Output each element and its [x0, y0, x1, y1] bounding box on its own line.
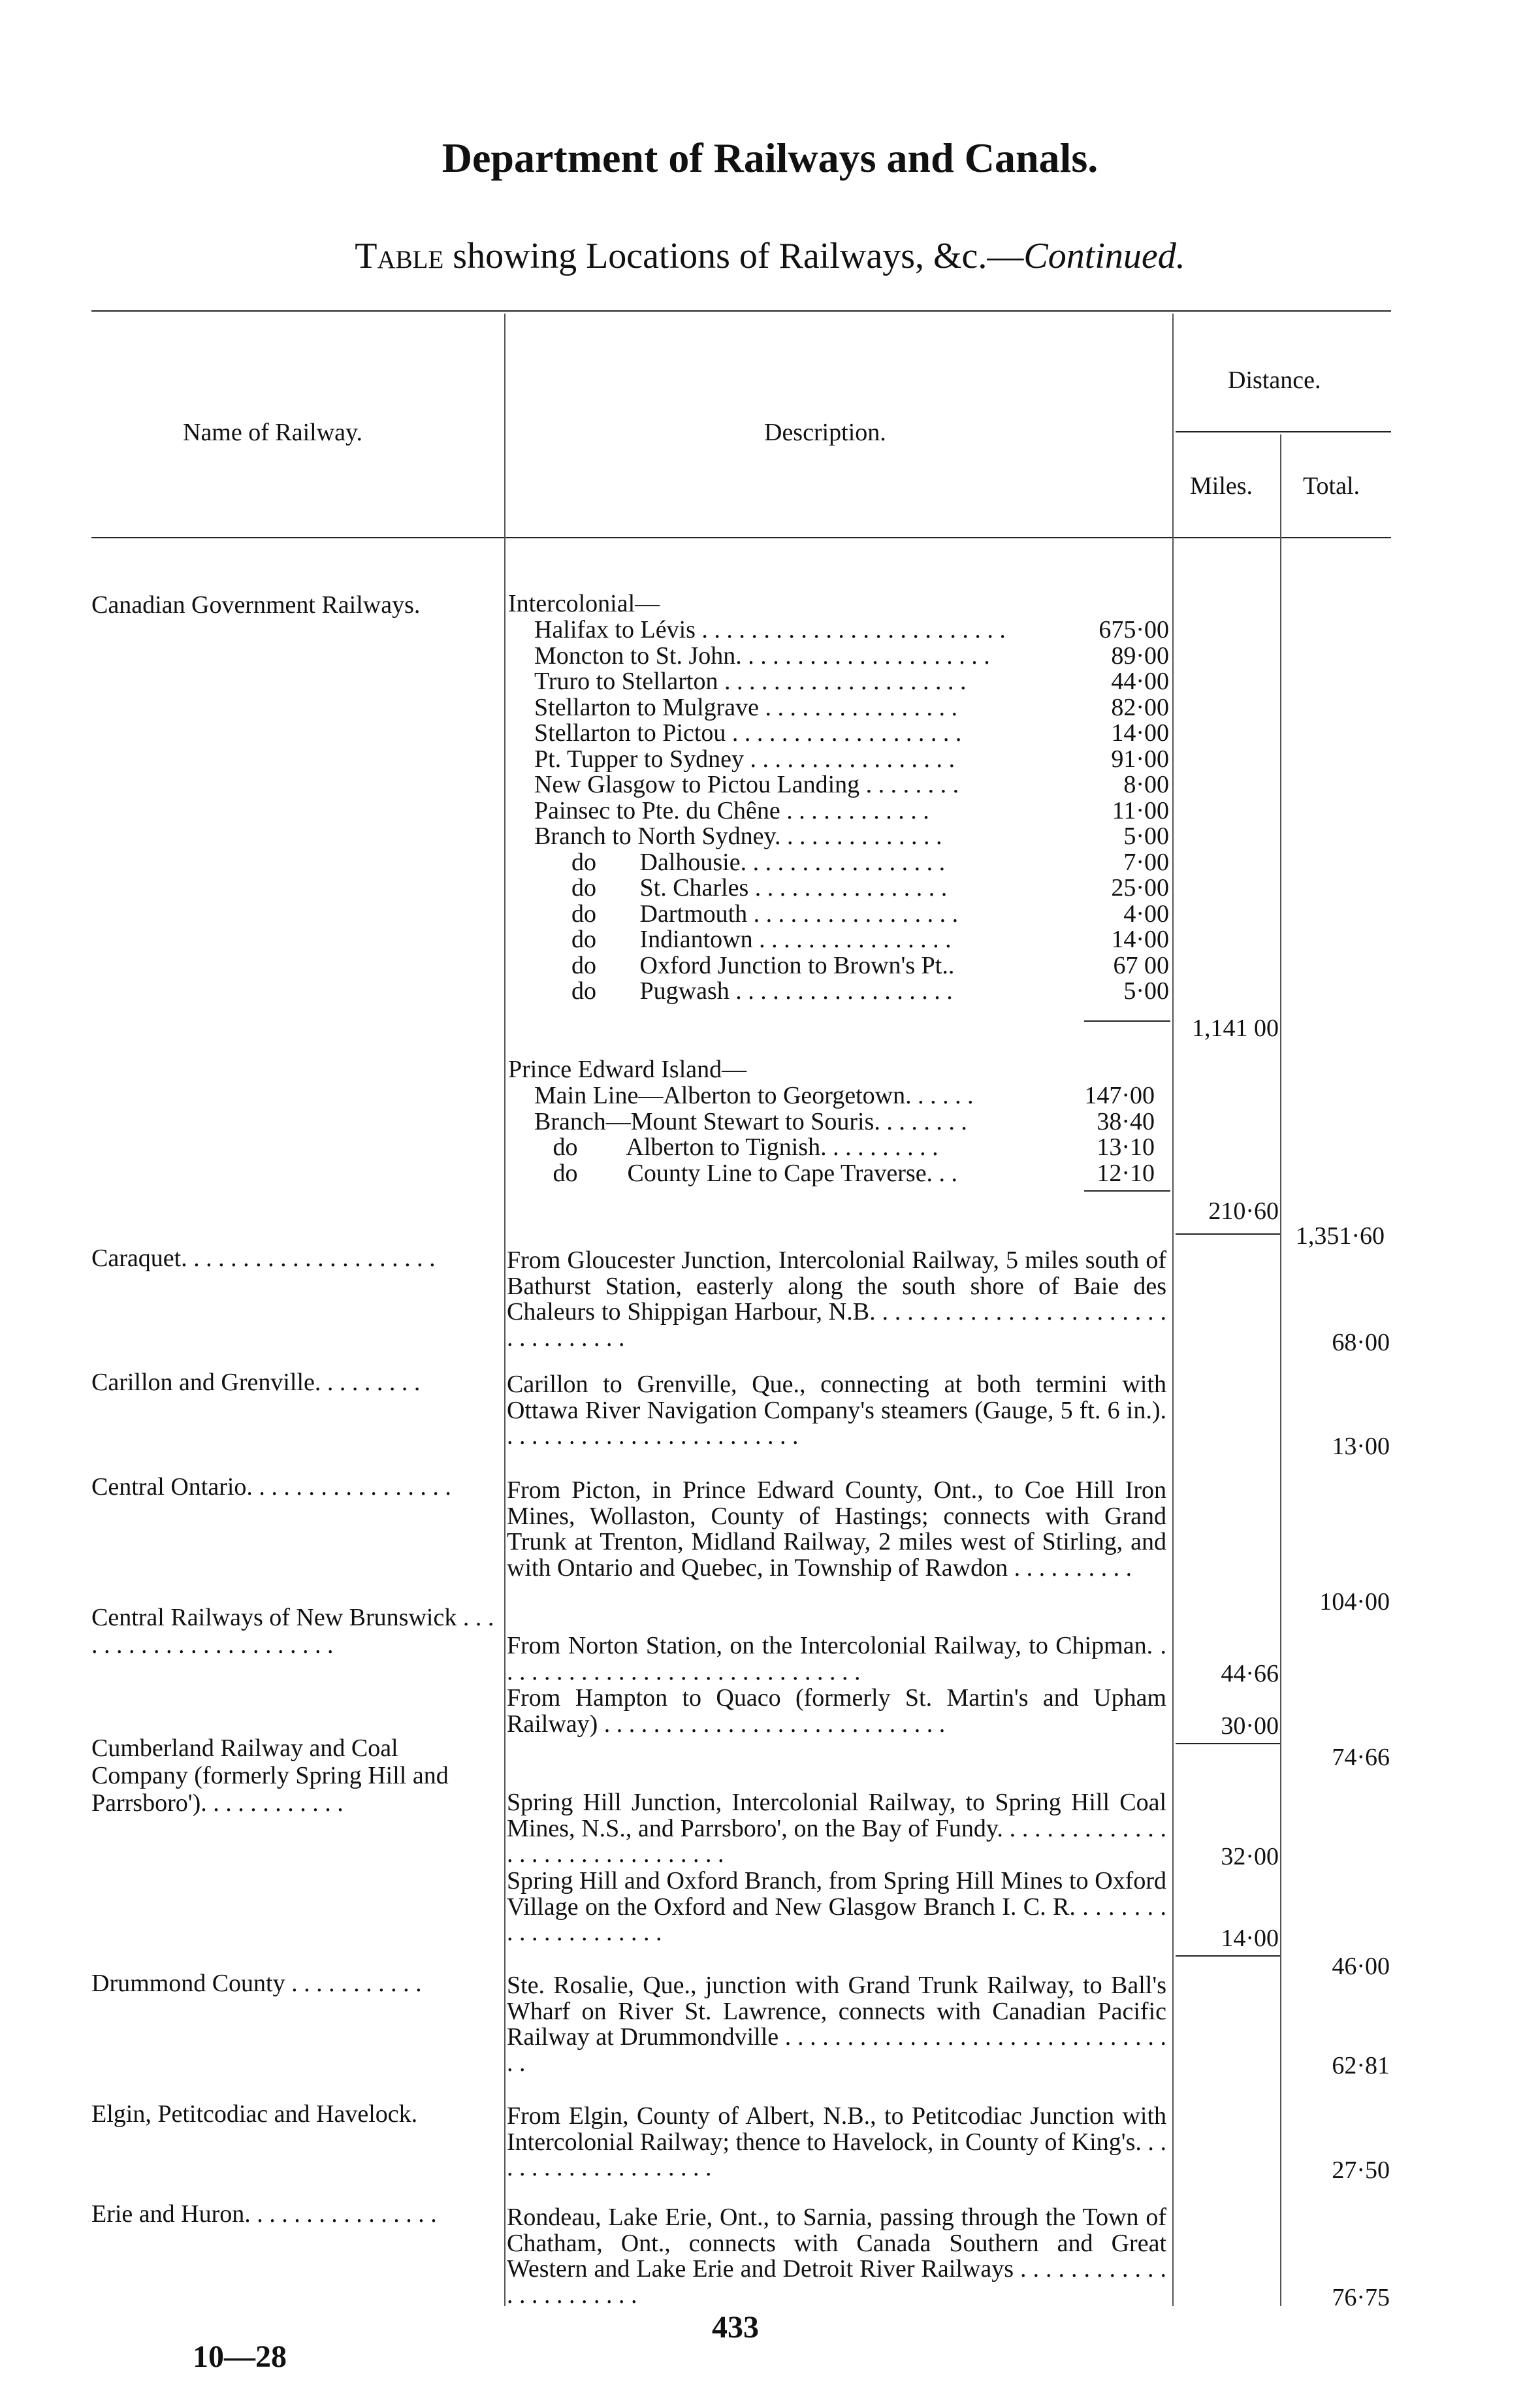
subtotal-rule — [1176, 1743, 1280, 1744]
total-drummond-county: 62·81 — [1332, 2052, 1390, 2079]
railway-name-central-new-brunswick: Central Railways of New Brunswick . . . . . . . . . . . . . . . . . . . . . . . — [91, 1604, 494, 1659]
intercolonial-miles: 1,141 00 — [1192, 1015, 1279, 1042]
railway-name-drummond-county: Drummond County . . . . . . . . . . . — [91, 1970, 422, 1997]
section-heading-intercolonial: Intercolonial— — [508, 590, 660, 617]
line-item: Branch to North Sydney. . . . . . . . . . . . . . 5·00 — [534, 822, 1169, 850]
line-item: do Pugwash . . . . . . . . . . . . . . . . . . 5·00 — [534, 977, 1169, 1005]
railway-name-carillon-grenville: Carillon and Grenville. . . . . . . . . — [91, 1369, 421, 1396]
subtitle-continued: Continued. — [1023, 236, 1185, 276]
line-item: Main Line—Alberton to Georgetown. . . . . . 147·00 — [534, 1082, 1155, 1109]
total-elgin-petitcodiac-havelock: 27·50 — [1332, 2156, 1390, 2184]
column-header-distance: Distance. — [1228, 366, 1321, 394]
line-item: Painsec to Pte. du Chêne . . . . . . . . . . . . 11·00 — [534, 796, 1169, 824]
header-top-rule — [91, 310, 1391, 312]
page-number: 433 — [712, 2310, 759, 2345]
miles-cumberland-2: 14·00 — [1221, 1925, 1279, 1952]
total-central-ontario: 104·00 — [1319, 1588, 1390, 1616]
description-erie-huron: Rondeau, Lake Erie, Ont., to Sarnia, passing through the Town of Chatham, Ont., connects with Canada Southern and Great Western and Lake Erie and Detroit River Railways . . . . . . . . . . . . . . . . . . . . . . . — [507, 2204, 1166, 2309]
line-item: Branch—Mount Stewart to Souris. . . . . . . . 38·40 — [534, 1107, 1155, 1135]
cgr-total: 1,351·60 — [1295, 1222, 1385, 1250]
total-carillon-grenville: 13·00 — [1332, 1433, 1390, 1460]
line-item: Moncton to St. John. . . . . . . . . . . . . . . . . . . . . 89·00 — [534, 642, 1169, 670]
description-drummond-county: Ste. Rosalie, Que., junction with Grand Trunk Railway, to Ball's Wharf on River St. Lawrence, connects with Canadian Pacific Railway at Drummondville . . . . . . . . . . . . . . . . . . . . . . . . . . . . . . . . . — [507, 1972, 1166, 2077]
header-bottom-rule — [91, 537, 1391, 538]
line-item: Pt. Tupper to Sydney . . . . . . . . . . . . . . . . . 91·00 — [534, 745, 1169, 773]
line-item: New Glasgow to Pictou Landing . . . . . . . . 8·00 — [534, 771, 1169, 798]
page-title: Department of Railways and Canals. — [441, 135, 1099, 181]
signature-mark: 10—28 — [193, 2339, 287, 2374]
total-rule — [1176, 1233, 1280, 1235]
miles-central-nb-2: 30·00 — [1221, 1712, 1279, 1740]
line-item: do Dartmouth . . . . . . . . . . . . . . . . . 4·00 — [534, 900, 1169, 928]
total-cumberland: 46·00 — [1332, 1953, 1390, 1980]
subtotal-rule — [1084, 1020, 1170, 1022]
railway-name-caraquet: Caraquet. . . . . . . . . . . . . . . . . . . . . — [91, 1245, 436, 1272]
section-heading-pei: Prince Edward Island— — [508, 1056, 747, 1083]
description-central-nb-1: From Norton Station, on the Intercolonial Railway, to Chipman. . . . . . . . . . . . . . . . . . . . . . . . . . . . . . . — [507, 1632, 1166, 1685]
line-item: Stellarton to Pictou . . . . . . . . . . . . . . . . . . . 14·00 — [534, 719, 1169, 747]
desc-miles-divider — [1172, 314, 1174, 2306]
line-item: Halifax to Lévis . . . . . . . . . . . . . . . . . . . . . . . . . 675·00 — [534, 616, 1169, 643]
column-header-name: Name of Railway. — [183, 419, 363, 446]
miles-total-divider — [1280, 434, 1281, 2306]
pei-miles: 210·60 — [1208, 1197, 1279, 1225]
subtitle-main: showing Locations of Railways, &c.— — [443, 236, 1024, 276]
line-item: do County Line to Cape Traverse. . . 12·10 — [534, 1159, 1155, 1187]
subtotal-rule — [1084, 1190, 1170, 1192]
railway-name-central-ontario: Central Ontario. . . . . . . . . . . . . . . . . — [91, 1473, 451, 1501]
subtotal-rule — [1176, 1955, 1280, 1957]
pei-lines — [534, 1083, 1155, 1186]
column-header-description: Description. — [764, 419, 886, 446]
description-elgin-petitcodiac-havelock: From Elgin, County of Albert, N.B., to Petitcodiac Junction with Intercolonial Railway; thence to Havelock, in County of King's. . . . . . . . . . . . . . . . . . . . — [507, 2102, 1166, 2181]
line-item: do St. Charles . . . . . . . . . . . . . . . . 25·00 — [534, 874, 1169, 902]
miles-central-nb-1: 44·66 — [1221, 1660, 1279, 1687]
description-cumberland-2: Spring Hill and Oxford Branch, from Spring Hill Mines to Oxford Village on the Oxford and New Glasgow Branch I. C. R. . . . . . . . . . . . . . . . . . . . . — [507, 1867, 1166, 1946]
line-item: do Alberton to Tignish. . . . . . . . . . 13·10 — [534, 1133, 1155, 1161]
line-item: Truro to Stellarton . . . . . . . . . . . . . . . . . . . . 44·00 — [534, 668, 1169, 695]
railway-name-erie-huron: Erie and Huron. . . . . . . . . . . . . . . . — [91, 2200, 437, 2228]
line-item: do Oxford Junction to Brown's Pt.. 67 00 — [534, 951, 1169, 979]
total-caraquet: 68·00 — [1332, 1329, 1390, 1356]
railway-name-canadian-government: Canadian Government Railways. — [91, 591, 421, 619]
column-header-miles: Miles. — [1190, 472, 1253, 500]
intercolonial-lines — [534, 617, 1169, 1005]
total-central-nb: 74·66 — [1332, 1744, 1390, 1771]
distance-rule — [1176, 431, 1391, 432]
line-item: do Indiantown . . . . . . . . . . . . . . . . 14·00 — [534, 926, 1169, 953]
description-caraquet: From Gloucester Junction, Intercolonial Railway, 5 miles south of Bathurst Station, easterly along the south shore of Baie des Chaleurs to Shippigan Harbour, N.B. . . . . . . . . . . . . . . . . . . . . . . . . . . . . . . . . . — [507, 1246, 1166, 1352]
total-erie-huron: 76·75 — [1332, 2284, 1390, 2311]
table-subtitle — [0, 235, 1540, 277]
description-central-ontario: From Picton, in Prince Edward County, Ont., to Coe Hill Iron Mines, Wollaston, County of Hastings; connects with Grand Trunk at Trenton, Midland Railway, 2 miles west of Stirling, and with Ontario and Quebec, in Township of Rawdon . . . . . . . . . . — [507, 1476, 1166, 1582]
miles-cumberland-1: 32·00 — [1221, 1843, 1279, 1870]
railway-name-elgin-petitcodiac-havelock: Elgin, Petitcodiac and Havelock. — [91, 2100, 418, 2128]
railway-name-cumberland: Cumberland Railway and Coal Company (formerly Spring Hill and Parrsboro'). . . . . . . . . . . . — [91, 1734, 449, 1817]
line-item: Stellarton to Mulgrave . . . . . . . . . . . . . . . . 82·00 — [534, 693, 1169, 721]
description-carillon-grenville: Carillon to Grenville, Que., connecting at both termini with Ottawa River Navigation Company's steamers (Gauge, 5 ft. 6 in.). . . . . . . . . . . . . . . . . . . . . . . . . — [507, 1371, 1166, 1450]
description-central-nb-2: From Hampton to Quaco (formerly St. Martin's and Upham Railway) . . . . . . . . . . . . . . . . . . . . . . . . . . . . — [507, 1684, 1166, 1738]
description-cumberland-1: Spring Hill Junction, Intercolonial Railway, to Spring Hill Coal Mines, N.S., and Parrsboro', on the Bay of Fundy. . . . . . . . . . . . . . . . . . . . . . . . . . . . . . . . — [507, 1789, 1166, 1868]
subtitle-table-word: Table — [355, 236, 444, 276]
column-header-total: Total. — [1303, 472, 1360, 500]
line-item: do Dalhousie. . . . . . . . . . . . . . . . . 7·00 — [534, 848, 1169, 876]
